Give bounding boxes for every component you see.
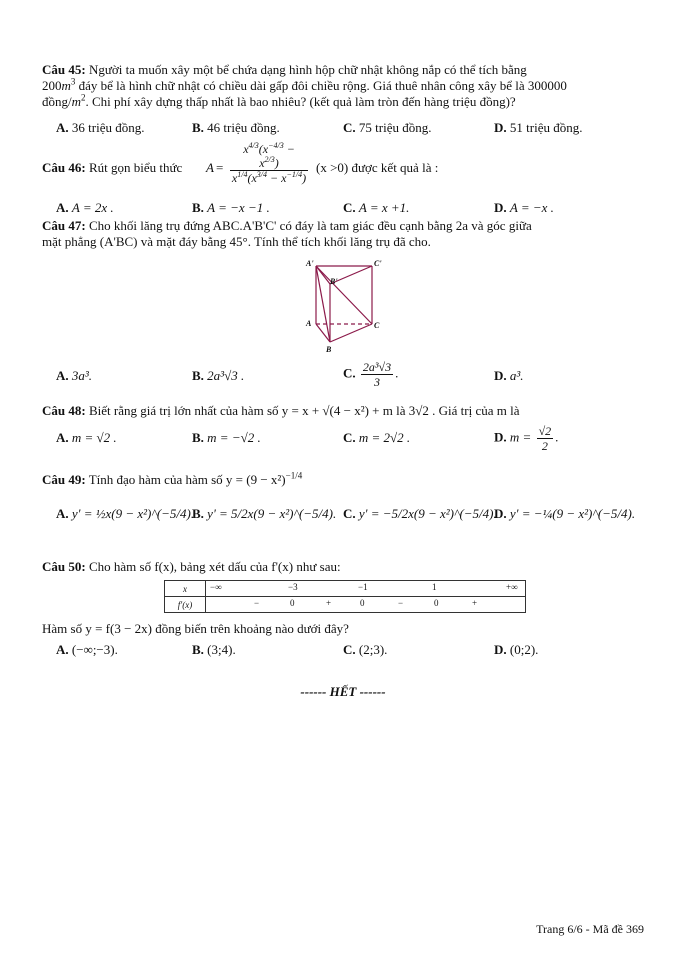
q46-option-c[interactable]: C. A = x +1. <box>343 200 410 215</box>
q45-text2: đáy bể là hình chữ nhật có chiều dài gấp đôi chiều rộng. Giá thuê nhân công xây bể là 300000 <box>78 78 567 93</box>
q46-option-b[interactable]: B. A = −x −1 . <box>192 200 270 215</box>
q46-condition: (x >0) được kết quả là : <box>316 160 439 175</box>
x-val-1: −3 <box>288 582 298 592</box>
page-footer: Trang 6/6 - Mã đề 369 <box>536 922 644 936</box>
x-val-4: +∞ <box>506 582 518 592</box>
x-val-0: −∞ <box>210 582 222 592</box>
q47-text1: Cho khối lăng trụ đứng ABC.A'B'C' có đáy là tam giác đều cạnh bằng 2a và góc giữa <box>88 218 532 233</box>
x-val-3: 1 <box>432 582 437 592</box>
q50-option-c[interactable]: C. (2;3). <box>343 642 388 657</box>
question-48 <box>42 403 652 419</box>
x-val-2: −1 <box>358 582 368 592</box>
q47-option-c[interactable]: C. $\frac{\text{2a³√3}}{3}$ . <box>343 360 399 389</box>
sign-0: − <box>254 598 260 608</box>
sign-4: − <box>398 598 404 608</box>
q46-option-a[interactable]: A. A = 2x . <box>56 200 114 215</box>
q48-label: Câu 48: <box>42 403 86 418</box>
question-47 <box>42 218 652 250</box>
q49-label: Câu 49: <box>42 472 86 487</box>
q47-option-b[interactable]: B. 2a³√3 . <box>192 368 245 383</box>
sign-table <box>164 580 526 613</box>
q50-text: Cho hàm số f(x), bảng xét dấu của f'(x) như sau: <box>88 559 341 574</box>
label-b: B <box>326 345 332 354</box>
q45-unit: đồng/$m^2$ <box>42 92 86 109</box>
q49-options <box>56 506 646 524</box>
q46-text: Rút gọn biểu thức <box>88 160 183 175</box>
q47-option-a[interactable]: A. 3a³. <box>56 368 93 383</box>
q46-option-d[interactable]: D. A = −x . <box>494 200 554 215</box>
q49-exponent: −1/4 <box>285 470 303 481</box>
label-a1: A' <box>306 259 314 268</box>
q46-label: Câu 46: <box>42 160 86 175</box>
q48-option-c[interactable]: C. m = 2√2 . <box>343 430 411 445</box>
q45-volume: $200m^3$ <box>42 76 76 93</box>
q45-option-a[interactable]: A. 36 triệu đồng. <box>56 120 145 135</box>
sign-table-fprime-label: f'(x) <box>165 597 206 613</box>
sign-3: 0 <box>360 598 365 608</box>
q45-text1: Người ta muốn xây một bể chứa dạng hình hộp chữ nhật không nắp có thể tích bằng <box>88 62 527 77</box>
q47-option-d[interactable]: D. a³. <box>494 368 524 383</box>
question-50 <box>42 559 652 575</box>
q50-option-d[interactable]: D. (0;2). <box>494 642 539 657</box>
question-49 <box>42 472 652 488</box>
q50-option-b[interactable]: B. (3;4). <box>192 642 236 657</box>
q48-option-b[interactable]: B. m = −√2 . <box>192 430 261 445</box>
q50-text2: Hàm số y = f(3 − 2x) đồng biến trên khoảng nào dưới đây? <box>42 621 349 636</box>
label-c: C <box>374 321 380 330</box>
label-b1: B' <box>330 277 338 286</box>
sign-5: 0 <box>434 598 439 608</box>
question-45 <box>42 62 652 110</box>
prism-figure <box>300 258 390 354</box>
question-46: Câu 46: Rút gọn biểu thức A = $\frac{x^{4/3}(x^{-4/3} - x^{2/3})}{x^{1/4}(x^{3/4} - x^{-1/4})}$ (x >0) được kết quả là : <box>42 141 439 185</box>
q50-label: Câu 50: <box>42 559 86 574</box>
q45-option-d[interactable]: D. 51 triệu đồng. <box>494 120 583 135</box>
q46-options <box>56 200 646 218</box>
q45-options <box>56 120 646 138</box>
sign-table-x-label: x <box>165 581 206 597</box>
q45-option-c[interactable]: C. 75 triệu đồng. <box>343 120 432 135</box>
q49-option-a[interactable]: A. y' = ½x(9 − x²)^(−5/4). <box>56 506 195 521</box>
q50-option-a[interactable]: A. (−∞;−3). <box>56 642 118 657</box>
q47-label: Câu 47: <box>42 218 86 233</box>
q48-option-d[interactable]: D. m = $\frac{√2}{2}$ . <box>494 424 559 453</box>
sign-2: + <box>326 598 332 608</box>
q47-text2: mặt phẳng (A'BC) và mặt đáy bằng 45°. Tính thể tích khối lăng trụ đã cho. <box>42 234 431 249</box>
label-c1: C' <box>374 259 382 268</box>
end-marker: ------ HẾT ------ <box>300 684 386 699</box>
q48-options <box>56 424 646 460</box>
q47-options <box>56 360 646 394</box>
q49-option-b[interactable]: B. y' = 5/2x(9 − x²)^(−5/4). <box>192 506 337 521</box>
q49-text: Tính đạo hàm của hàm số y = (9 − x²) <box>88 472 286 487</box>
q45-text3: . Chi phí xây dựng thấp nhất là bao nhiêu? (kết quả làm tròn đến hàng triệu đồng)? <box>85 94 516 109</box>
sign-6: + <box>472 598 478 608</box>
label-a: A <box>306 319 312 328</box>
q45-label: Câu 45: <box>42 62 86 77</box>
sign-1: 0 <box>290 598 295 608</box>
q50-options <box>56 642 646 660</box>
q49-option-d[interactable]: D. y' = −¼(9 − x²)^(−5/4). <box>494 506 636 521</box>
q48-option-a[interactable]: A. m = √2 . <box>56 430 117 445</box>
q45-option-b[interactable]: B. 46 triệu đồng. <box>192 120 280 135</box>
q48-text: Biết rằng giá trị lớn nhất của hàm số y = x + √(4 − x²) + m là 3√2 . Giá trị của m là <box>88 403 520 418</box>
q49-option-c[interactable]: C. y' = −5/2x(9 − x²)^(−5/4). <box>343 506 497 521</box>
